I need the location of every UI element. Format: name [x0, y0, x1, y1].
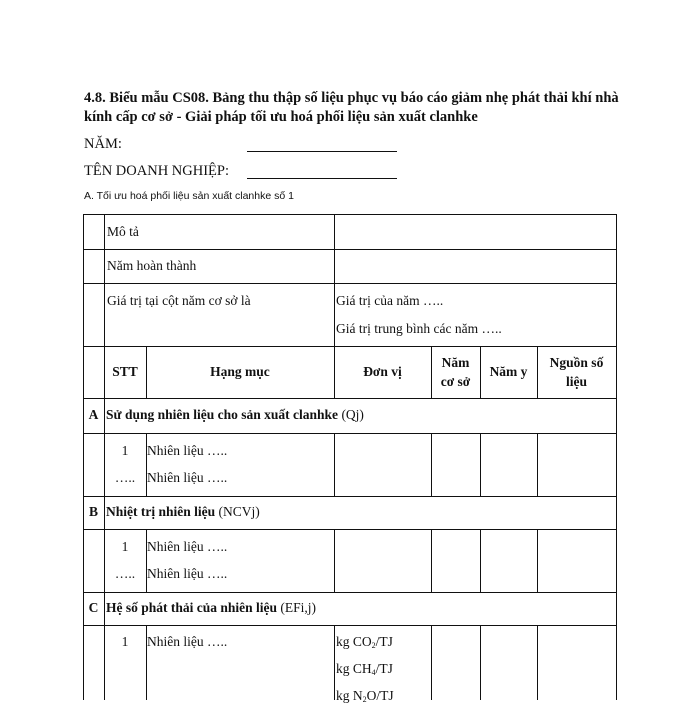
unit-co2: kg $CO_2/TJ$: [336, 634, 393, 650]
nam-hoan-thanh-label: Năm hoàn thành: [107, 258, 197, 273]
year-label: NĂM:: [84, 136, 122, 152]
column-header-nguon-so-lieu-line2: liệu: [565, 374, 587, 389]
company-label: TÊN DOANH NGHIỆP:: [84, 163, 229, 179]
column-header-nam-y: Năm y: [489, 364, 528, 379]
table-row-stt: 1: [121, 634, 129, 649]
section-letter-b: B: [88, 504, 98, 519]
column-header-nam-co-so-line2: cơ sở: [440, 374, 471, 389]
table-row-item: Nhiên liệu …..: [147, 566, 228, 581]
column-header-nam-co-so-line1: Năm: [441, 355, 470, 370]
gia-tri-option-1: Giá trị của năm …..: [336, 293, 444, 308]
gia-tri-label: Giá trị tại cột năm cơ sở là: [107, 293, 251, 308]
section-letter-a: A: [88, 407, 99, 422]
document-title: 4.8. Biểu mẫu CS08. Bảng thu thập số liệu phục vụ báo cáo giảm nhẹ phát thải khí nhà kính cấp cơ sở - Giải pháp tối ưu hoá phối liệu sản xuất clanhke: [84, 90, 619, 125]
unit-ch4: kg $CH_4/TJ$: [336, 661, 393, 677]
column-header-don-vi: Đơn vị: [363, 364, 402, 379]
table-row-stt: 1: [121, 443, 129, 458]
unit-n2o: kg $N_2O/TJ$: [336, 688, 394, 704]
section-title-b: Nhiệt trị nhiên liệu (NCVj): [106, 504, 260, 519]
section-title: A. Tối ưu hoá phối liệu sản xuất clanhke số 1: [84, 190, 294, 202]
table-row-stt: …..: [114, 566, 136, 581]
mo-ta-label: Mô tả: [107, 224, 139, 239]
year-blank-line: [247, 151, 397, 152]
table-row-item: Nhiên liệu …..: [147, 470, 228, 485]
table-row-stt: 1: [121, 539, 129, 554]
company-blank-line: [247, 178, 397, 179]
column-header-stt: STT: [112, 364, 138, 379]
table-row-item: Nhiên liệu …..: [147, 539, 228, 554]
table-row-item: Nhiên liệu …..: [147, 634, 228, 649]
column-header-nguon-so-lieu-line1: Nguồn số: [549, 355, 604, 370]
table-row-item: Nhiên liệu …..: [147, 443, 228, 458]
section-letter-c: C: [88, 600, 99, 615]
section-title-a: Sử dụng nhiên liệu cho sản xuất clanhke (Qj): [106, 407, 364, 422]
column-header-hang-muc: Hạng mục: [210, 364, 270, 379]
gia-tri-option-2: Giá trị trung bình các năm …..: [336, 321, 502, 336]
section-title-c: Hệ số phát thải của nhiên liệu (EFi,j): [106, 600, 317, 615]
table-row-stt: …..: [114, 470, 136, 485]
